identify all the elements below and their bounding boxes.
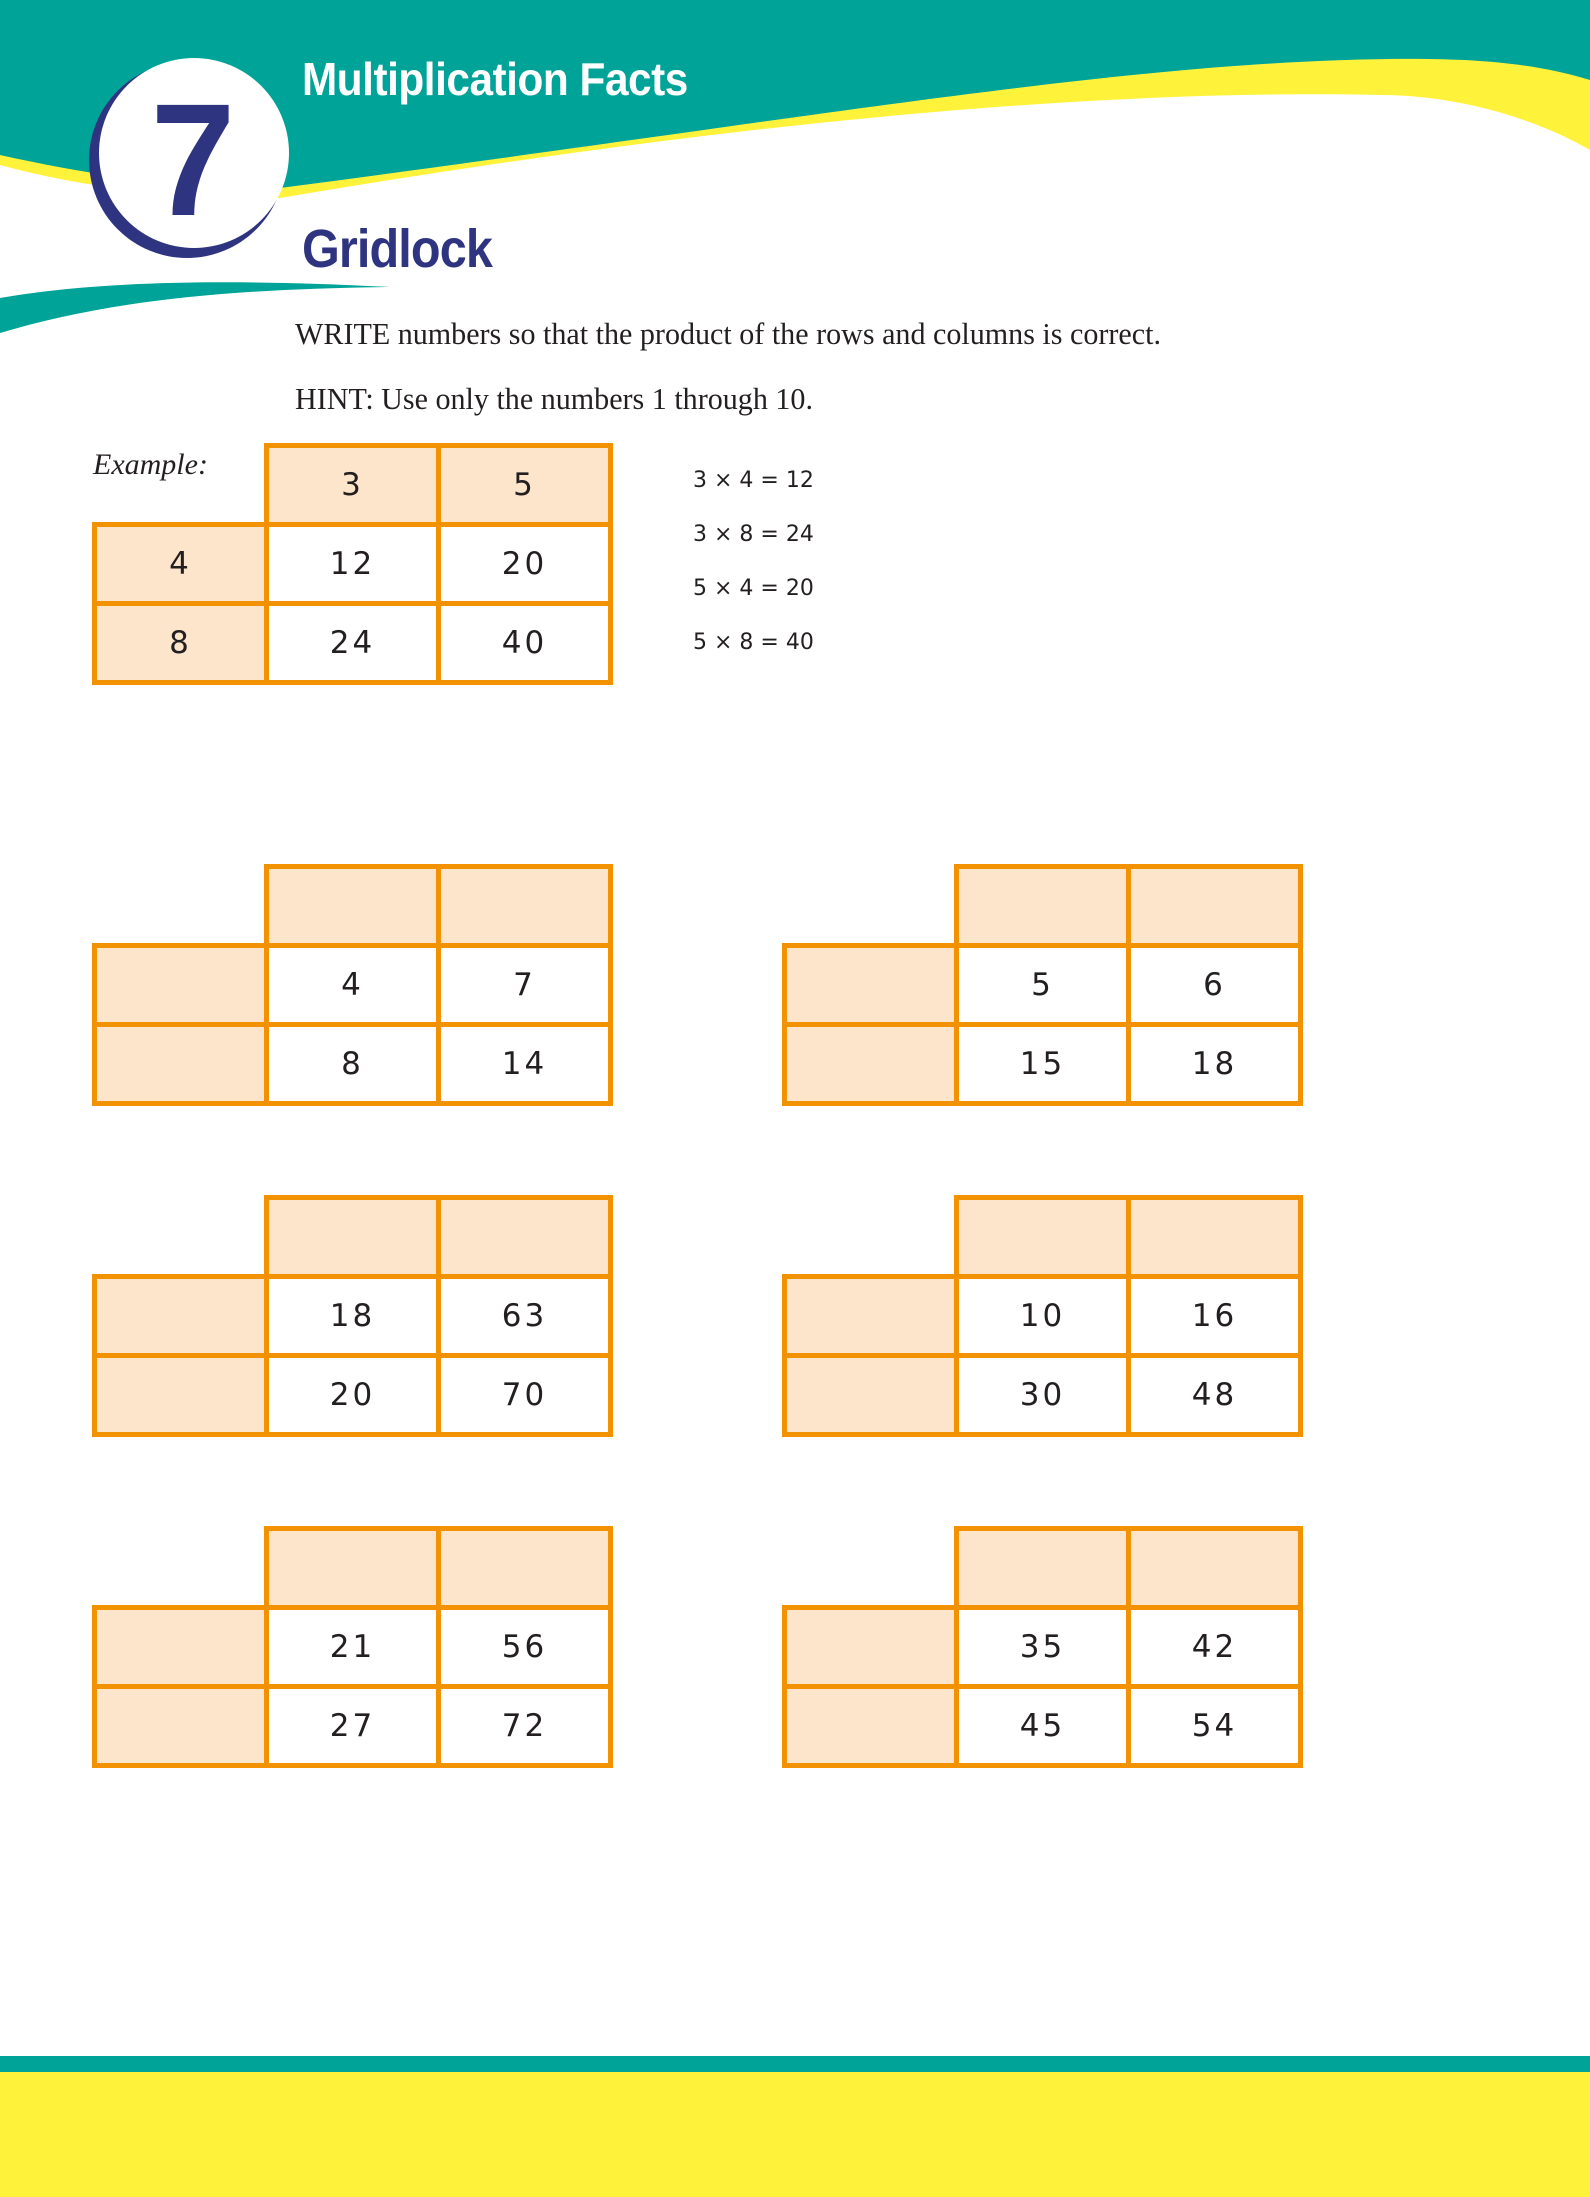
product-cell: 5 xyxy=(954,943,1131,1027)
product-cell: 15 xyxy=(954,1022,1131,1106)
column-factor-field[interactable] xyxy=(1131,1200,1298,1274)
column-factor-field[interactable] xyxy=(959,1200,1126,1274)
product-cell: 6 xyxy=(1126,943,1303,1027)
example-label: Example: xyxy=(93,448,208,481)
column-factor-input[interactable] xyxy=(1126,1195,1303,1279)
column-factor-field[interactable] xyxy=(269,1531,436,1605)
product-cell: 20 xyxy=(264,1353,441,1437)
product-cell: 35 xyxy=(954,1605,1131,1689)
column-factor-input[interactable] xyxy=(1126,864,1303,948)
row-factor-field[interactable] xyxy=(787,1610,954,1684)
example-row-header: 8 xyxy=(92,601,269,685)
column-factor-field[interactable] xyxy=(1131,1531,1298,1605)
column-factor-input[interactable] xyxy=(954,864,1131,948)
column-factor-field[interactable] xyxy=(959,1531,1126,1605)
row-factor-input[interactable] xyxy=(92,1274,269,1358)
row-factor-input[interactable] xyxy=(782,1353,959,1437)
example-grid xyxy=(92,443,614,685)
puzzle-grid-5 xyxy=(92,1526,614,1768)
row-factor-input[interactable] xyxy=(782,1274,959,1358)
column-factor-input[interactable] xyxy=(264,1195,441,1279)
product-cell: 10 xyxy=(954,1274,1131,1358)
example-product-cell: 20 xyxy=(436,522,613,606)
chapter-number: 7 xyxy=(150,70,236,249)
example-product-cell: 24 xyxy=(264,601,441,685)
column-factor-input[interactable] xyxy=(264,864,441,948)
row-factor-field[interactable] xyxy=(787,948,954,1022)
column-factor-input[interactable] xyxy=(264,1526,441,1610)
row-factor-input[interactable] xyxy=(92,1022,269,1106)
example-column-header: 5 xyxy=(436,443,613,527)
column-factor-field[interactable] xyxy=(441,869,608,943)
column-factor-input[interactable] xyxy=(954,1195,1131,1279)
hint-text: HINT: Use only the numbers 1 through 10. xyxy=(295,381,813,416)
column-factor-input[interactable] xyxy=(436,1195,613,1279)
product-cell: 70 xyxy=(436,1353,613,1437)
row-factor-field[interactable] xyxy=(97,1689,264,1763)
product-cell: 54 xyxy=(1126,1684,1303,1768)
puzzle-grid-6 xyxy=(782,1526,1304,1768)
row-factor-field[interactable] xyxy=(787,1279,954,1353)
product-cell: 48 xyxy=(1126,1353,1303,1437)
column-factor-field[interactable] xyxy=(269,869,436,943)
product-cell: 18 xyxy=(264,1274,441,1358)
product-cell: 45 xyxy=(954,1684,1131,1768)
example-product-cell: 40 xyxy=(436,601,613,685)
row-factor-field[interactable] xyxy=(787,1689,954,1763)
instruction-text: WRITE numbers so that the product of the rows and columns is correct. xyxy=(295,316,1161,351)
product-cell: 14 xyxy=(436,1022,613,1106)
row-factor-input[interactable] xyxy=(782,1022,959,1106)
row-factor-input[interactable] xyxy=(782,1684,959,1768)
row-factor-input[interactable] xyxy=(92,1605,269,1689)
puzzle-grid-4 xyxy=(782,1195,1304,1437)
column-factor-input[interactable] xyxy=(436,1526,613,1610)
row-factor-field[interactable] xyxy=(97,948,264,1022)
column-factor-input[interactable] xyxy=(954,1526,1131,1610)
row-factor-input[interactable] xyxy=(92,943,269,1027)
footer-yellow-band xyxy=(0,2072,1590,2197)
row-factor-field[interactable] xyxy=(97,1358,264,1432)
column-factor-input[interactable] xyxy=(436,864,613,948)
column-factor-field[interactable] xyxy=(1131,869,1298,943)
row-factor-field[interactable] xyxy=(97,1027,264,1101)
product-cell: 21 xyxy=(264,1605,441,1689)
row-factor-input[interactable] xyxy=(92,1353,269,1437)
row-factor-input[interactable] xyxy=(92,1684,269,1768)
puzzle-grid-3 xyxy=(92,1195,614,1437)
equation-line: 3 × 8 = 24 xyxy=(693,522,814,547)
row-factor-field[interactable] xyxy=(97,1610,264,1684)
product-cell: 4 xyxy=(264,943,441,1027)
activity-title: Gridlock xyxy=(302,219,492,279)
example-equations xyxy=(693,466,814,682)
product-cell: 18 xyxy=(1126,1022,1303,1106)
footer-teal-band xyxy=(0,2056,1590,2072)
equation-line: 3 × 4 = 12 xyxy=(693,468,814,493)
product-cell: 42 xyxy=(1126,1605,1303,1689)
section-title: Multiplication Facts xyxy=(302,53,688,105)
puzzle-grid-1 xyxy=(92,864,614,1106)
puzzle-grid-2 xyxy=(782,864,1304,1106)
product-cell: 56 xyxy=(436,1605,613,1689)
column-factor-field[interactable] xyxy=(441,1531,608,1605)
row-factor-input[interactable] xyxy=(782,1605,959,1689)
product-cell: 16 xyxy=(1126,1274,1303,1358)
product-cell: 7 xyxy=(436,943,613,1027)
product-cell: 30 xyxy=(954,1353,1131,1437)
product-cell: 63 xyxy=(436,1274,613,1358)
row-factor-input[interactable] xyxy=(782,943,959,1027)
column-factor-field[interactable] xyxy=(441,1200,608,1274)
column-factor-field[interactable] xyxy=(959,869,1126,943)
equation-line: 5 × 4 = 20 xyxy=(693,576,814,601)
product-cell: 8 xyxy=(264,1022,441,1106)
example-column-header: 3 xyxy=(264,443,441,527)
row-factor-field[interactable] xyxy=(787,1358,954,1432)
column-factor-field[interactable] xyxy=(269,1200,436,1274)
product-cell: 72 xyxy=(436,1684,613,1768)
column-factor-input[interactable] xyxy=(1126,1526,1303,1610)
equation-line: 5 × 8 = 40 xyxy=(693,630,814,655)
row-factor-field[interactable] xyxy=(97,1279,264,1353)
example-row-header: 4 xyxy=(92,522,269,606)
product-cell: 27 xyxy=(264,1684,441,1768)
example-product-cell: 12 xyxy=(264,522,441,606)
row-factor-field[interactable] xyxy=(787,1027,954,1101)
